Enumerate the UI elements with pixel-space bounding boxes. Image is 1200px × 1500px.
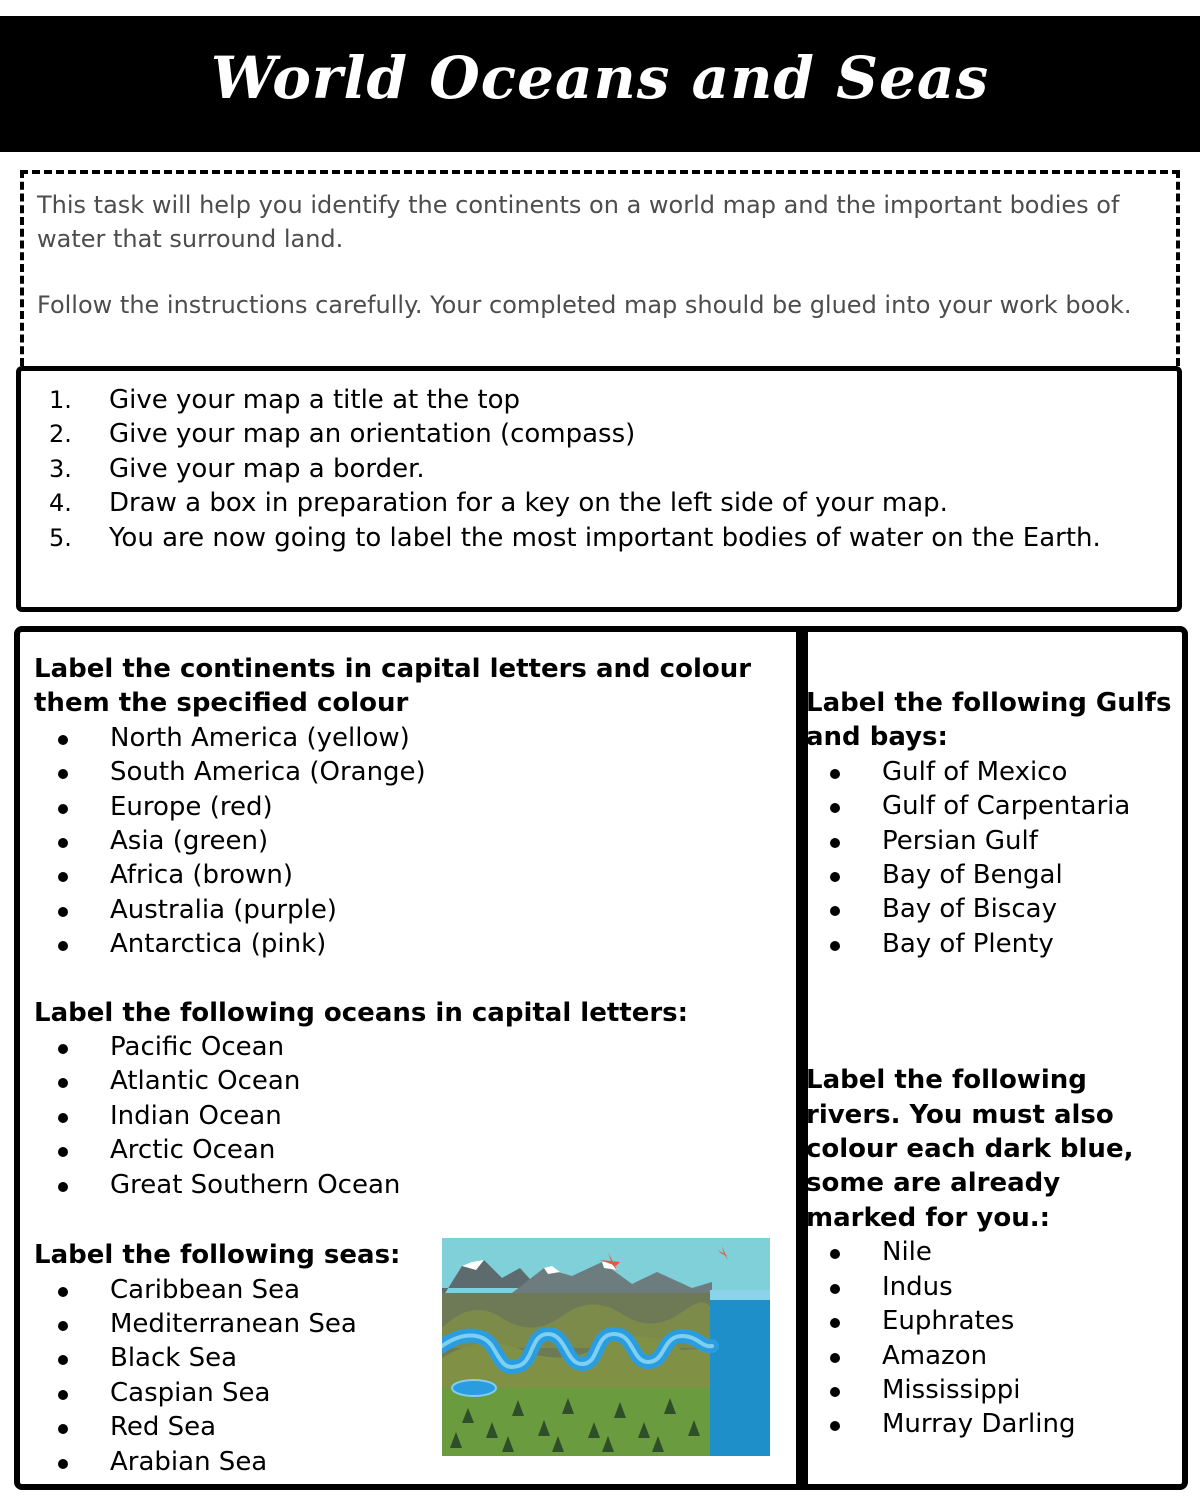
intro-box bbox=[20, 170, 1180, 366]
step-number: 1. bbox=[49, 386, 72, 414]
step-text: Draw a box in preparation for a key on the left side of your map. bbox=[109, 488, 948, 519]
seas-heading: Label the following seas: bbox=[34, 1240, 401, 1271]
oceans-list bbox=[34, 1030, 784, 1202]
step-text: Give your map a border. bbox=[109, 453, 425, 484]
list-item: Amazon bbox=[806, 1339, 1178, 1373]
step-number: 4. bbox=[49, 489, 72, 518]
steps-box bbox=[16, 366, 1182, 612]
page-title: World Oceans and Seas bbox=[210, 44, 990, 112]
rivers-list bbox=[806, 1235, 1178, 1441]
intro-paragraph: This task will help you identify the continents on a world map and the important bodies of water that surround land. bbox=[37, 191, 1120, 253]
rivers-heading: Label the following rivers. You must also colour each dark blue, some are already marked for you.: bbox=[806, 1065, 1134, 1233]
step-text: You are now going to label the most important bodies of water on the Earth. bbox=[109, 522, 1101, 553]
list-item: Murray Darling bbox=[806, 1407, 1178, 1441]
list-item: Asia (green) bbox=[34, 824, 784, 858]
list-item: Africa (brown) bbox=[34, 858, 784, 892]
list-item: Red Sea bbox=[34, 1410, 784, 1444]
labels-box bbox=[14, 626, 1188, 1490]
list-item: Mississippi bbox=[806, 1373, 1178, 1407]
list-item: Persian Gulf bbox=[806, 824, 1178, 858]
step-text: Give your map an orientation (compass) bbox=[109, 419, 636, 450]
continents-list bbox=[34, 721, 784, 962]
step-item bbox=[49, 417, 1157, 451]
river-landscape-illustration bbox=[442, 1238, 770, 1456]
list-item: Gulf of Mexico bbox=[806, 755, 1178, 789]
step-item bbox=[49, 383, 1157, 417]
step-number: 3. bbox=[49, 454, 72, 483]
list-item: Pacific Ocean bbox=[34, 1030, 784, 1064]
list-item: Indian Ocean bbox=[34, 1099, 784, 1133]
list-item: Arctic Ocean bbox=[34, 1133, 784, 1167]
list-item: Bay of Plenty bbox=[806, 927, 1178, 961]
step-item bbox=[49, 486, 1157, 520]
list-item: Bay of Biscay bbox=[806, 892, 1178, 926]
gulfs-heading: Label the following Gulfs and bays: bbox=[806, 688, 1172, 753]
list-item: Arabian Sea bbox=[34, 1445, 784, 1479]
intro-paragraph: Follow the instructions carefully. Your completed map should be glued into your work book. bbox=[37, 291, 1132, 319]
list-item: Nile bbox=[806, 1235, 1178, 1269]
list-item: Caspian Sea bbox=[34, 1376, 784, 1410]
list-item: Atlantic Ocean bbox=[34, 1064, 784, 1098]
step-item bbox=[49, 521, 1157, 555]
steps-list bbox=[49, 383, 1157, 555]
list-item: Antarctica (pink) bbox=[34, 927, 784, 961]
list-item: South America (Orange) bbox=[34, 755, 784, 789]
title-banner bbox=[0, 16, 1200, 152]
list-item: Black Sea bbox=[34, 1341, 784, 1375]
right-column bbox=[806, 686, 1178, 1442]
continents-heading: Label the continents in capital letters and colour them the specified colour bbox=[34, 654, 752, 719]
step-item bbox=[49, 452, 1157, 486]
list-item: Caribbean Sea bbox=[34, 1273, 784, 1307]
step-number: 5. bbox=[49, 523, 72, 552]
list-item: North America (yellow) bbox=[34, 721, 784, 755]
list-item: Europe (red) bbox=[34, 790, 784, 824]
step-number: 2. bbox=[49, 420, 72, 449]
oceans-heading: Label the following oceans in capital letters: bbox=[34, 997, 689, 1028]
list-item: Australia (purple) bbox=[34, 893, 784, 927]
list-item: Great Southern Ocean bbox=[34, 1168, 784, 1202]
gulfs-list bbox=[806, 755, 1178, 961]
list-item: Bay of Bengal bbox=[806, 858, 1178, 892]
list-item: Gulf of Carpentaria bbox=[806, 789, 1178, 823]
list-item: Mediterranean Sea bbox=[34, 1307, 784, 1341]
step-text: Give your map a title at the top bbox=[109, 385, 520, 415]
list-item: Euphrates bbox=[806, 1304, 1178, 1338]
list-item: Indus bbox=[806, 1270, 1178, 1304]
